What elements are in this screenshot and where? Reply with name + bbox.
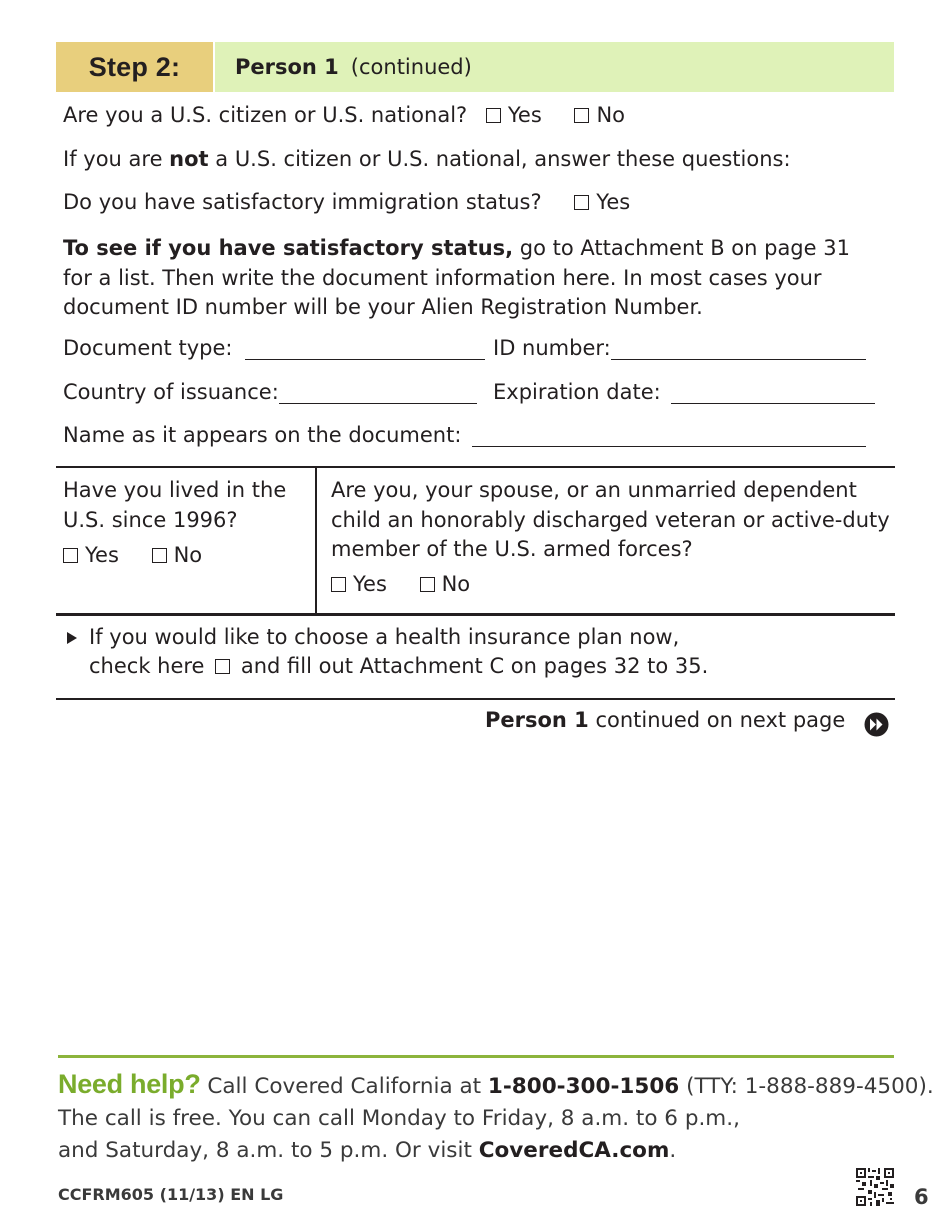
plan-line-2 [89, 654, 708, 678]
name-on-document-field[interactable] [472, 428, 866, 447]
continued-text: continued on next page [588, 708, 846, 732]
plan-line-1: If you would like to choose a health insurance plan now, [89, 625, 680, 649]
citizen-question: Are you a U.S. citizen or U.S. national? [63, 103, 468, 127]
immigration-yes-checkbox[interactable] [574, 195, 589, 210]
lived-no-checkbox[interactable] [152, 548, 167, 563]
citizen-no-checkbox[interactable] [574, 108, 589, 123]
lived-since-1996-question: Have you lived in the U.S. since 1996? [63, 478, 287, 532]
country-row [63, 380, 477, 404]
instruction-text: a U.S. citizen or U.S. national, answer these questions: [208, 147, 791, 171]
form-code: CCFRM605 (11/13) EN LG [58, 1185, 284, 1204]
help-section [58, 1068, 934, 1167]
continued-person-label: Person 1 [485, 708, 589, 732]
help-phone-number: 1-800-300-1506 [487, 1074, 680, 1099]
plan-text: and fill out Attachment C on pages 32 to 35. [240, 654, 709, 678]
veteran-yes-option[interactable] [331, 572, 387, 596]
yes-label: Yes [353, 572, 387, 596]
lived-no-option[interactable] [152, 543, 203, 567]
divider [56, 613, 895, 616]
veteran-yes-checkbox[interactable] [331, 577, 346, 592]
veteran-no-checkbox[interactable] [420, 577, 435, 592]
id-number-field[interactable] [611, 341, 866, 360]
yes-label: Yes [596, 190, 631, 214]
veteran-no-option[interactable] [420, 572, 471, 596]
help-line-1 [58, 1068, 934, 1103]
name-on-document-label: Name as it appears on the document: [63, 423, 462, 447]
immigration-question-row [63, 190, 630, 214]
country-field[interactable] [279, 385, 477, 404]
yes-label: Yes [507, 103, 542, 127]
document-type-field[interactable] [245, 341, 485, 360]
continued-label: (continued) [350, 55, 472, 79]
name-on-document-row [63, 423, 866, 447]
plan-text: check here [89, 654, 205, 678]
expiration-label: Expiration date: [493, 380, 661, 404]
status-instructions-text: go to Attachment B on page 31 for a list. Then write the document information here. In most cases your document ID number will be your Alien Registration Number. [63, 236, 850, 319]
expiration-row [493, 380, 875, 404]
next-page-arrow-icon [864, 712, 889, 737]
lived-options [63, 543, 202, 567]
immigration-yes-option[interactable] [574, 190, 630, 214]
citizen-yes-option[interactable] [486, 103, 542, 127]
triangle-bullet-icon [67, 632, 77, 644]
country-label: Country of issuance: [63, 380, 279, 404]
yes-label: Yes [85, 543, 119, 567]
help-text: . [669, 1138, 677, 1163]
expiration-field[interactable] [671, 385, 875, 404]
divider [56, 466, 895, 468]
no-label: No [441, 572, 471, 596]
person-label: Person 1 [235, 55, 339, 79]
no-label: No [596, 103, 626, 127]
citizen-yes-checkbox[interactable] [486, 108, 501, 123]
divider [56, 698, 895, 700]
instruction-text: If you are [63, 147, 170, 171]
document-type-row [63, 336, 485, 360]
help-line-3 [58, 1135, 928, 1167]
citizen-no-option[interactable] [574, 103, 625, 127]
step-label: Step 2: [56, 42, 213, 92]
section-header [215, 42, 894, 92]
website-link[interactable]: CoveredCA.com [478, 1138, 670, 1163]
status-instructions-emphasis: To see if you have satisfactory status, [63, 236, 514, 260]
document-type-label: Document type: [63, 336, 233, 360]
status-instructions [63, 234, 863, 323]
footer-divider [58, 1055, 894, 1058]
not-citizen-instruction [63, 147, 791, 171]
veteran-question: Are you, your spouse, or an unmarried dependent child an honorably discharged veteran or active-duty member of the U.S. armed forces? [331, 478, 890, 561]
column-divider [315, 467, 317, 614]
citizen-question-row [63, 103, 625, 127]
help-tty: (TTY: 1-888-889-4500). [679, 1074, 934, 1099]
help-text: Call Covered California at [200, 1074, 488, 1099]
lived-yes-option[interactable] [63, 543, 119, 567]
id-number-label: ID number: [493, 336, 611, 360]
continued-next-page [485, 708, 845, 732]
id-number-row [493, 336, 866, 360]
page-number: 6 [914, 1185, 929, 1209]
no-label: No [173, 543, 203, 567]
immigration-question: Do you have satisfactory immigration status? [63, 190, 542, 214]
need-help-heading: Need help? [58, 1069, 201, 1099]
choose-plan-checkbox[interactable] [215, 659, 230, 674]
help-line-2: The call is free. You can call Monday to Friday, 8 a.m. to 6 p.m., [58, 1106, 740, 1131]
instruction-emphasis: not [169, 147, 209, 171]
help-text: and Saturday, 8 a.m. to 5 p.m. Or visit [58, 1138, 479, 1163]
lived-yes-checkbox[interactable] [63, 548, 78, 563]
qr-code-icon [856, 1168, 894, 1206]
veteran-options [331, 572, 470, 596]
